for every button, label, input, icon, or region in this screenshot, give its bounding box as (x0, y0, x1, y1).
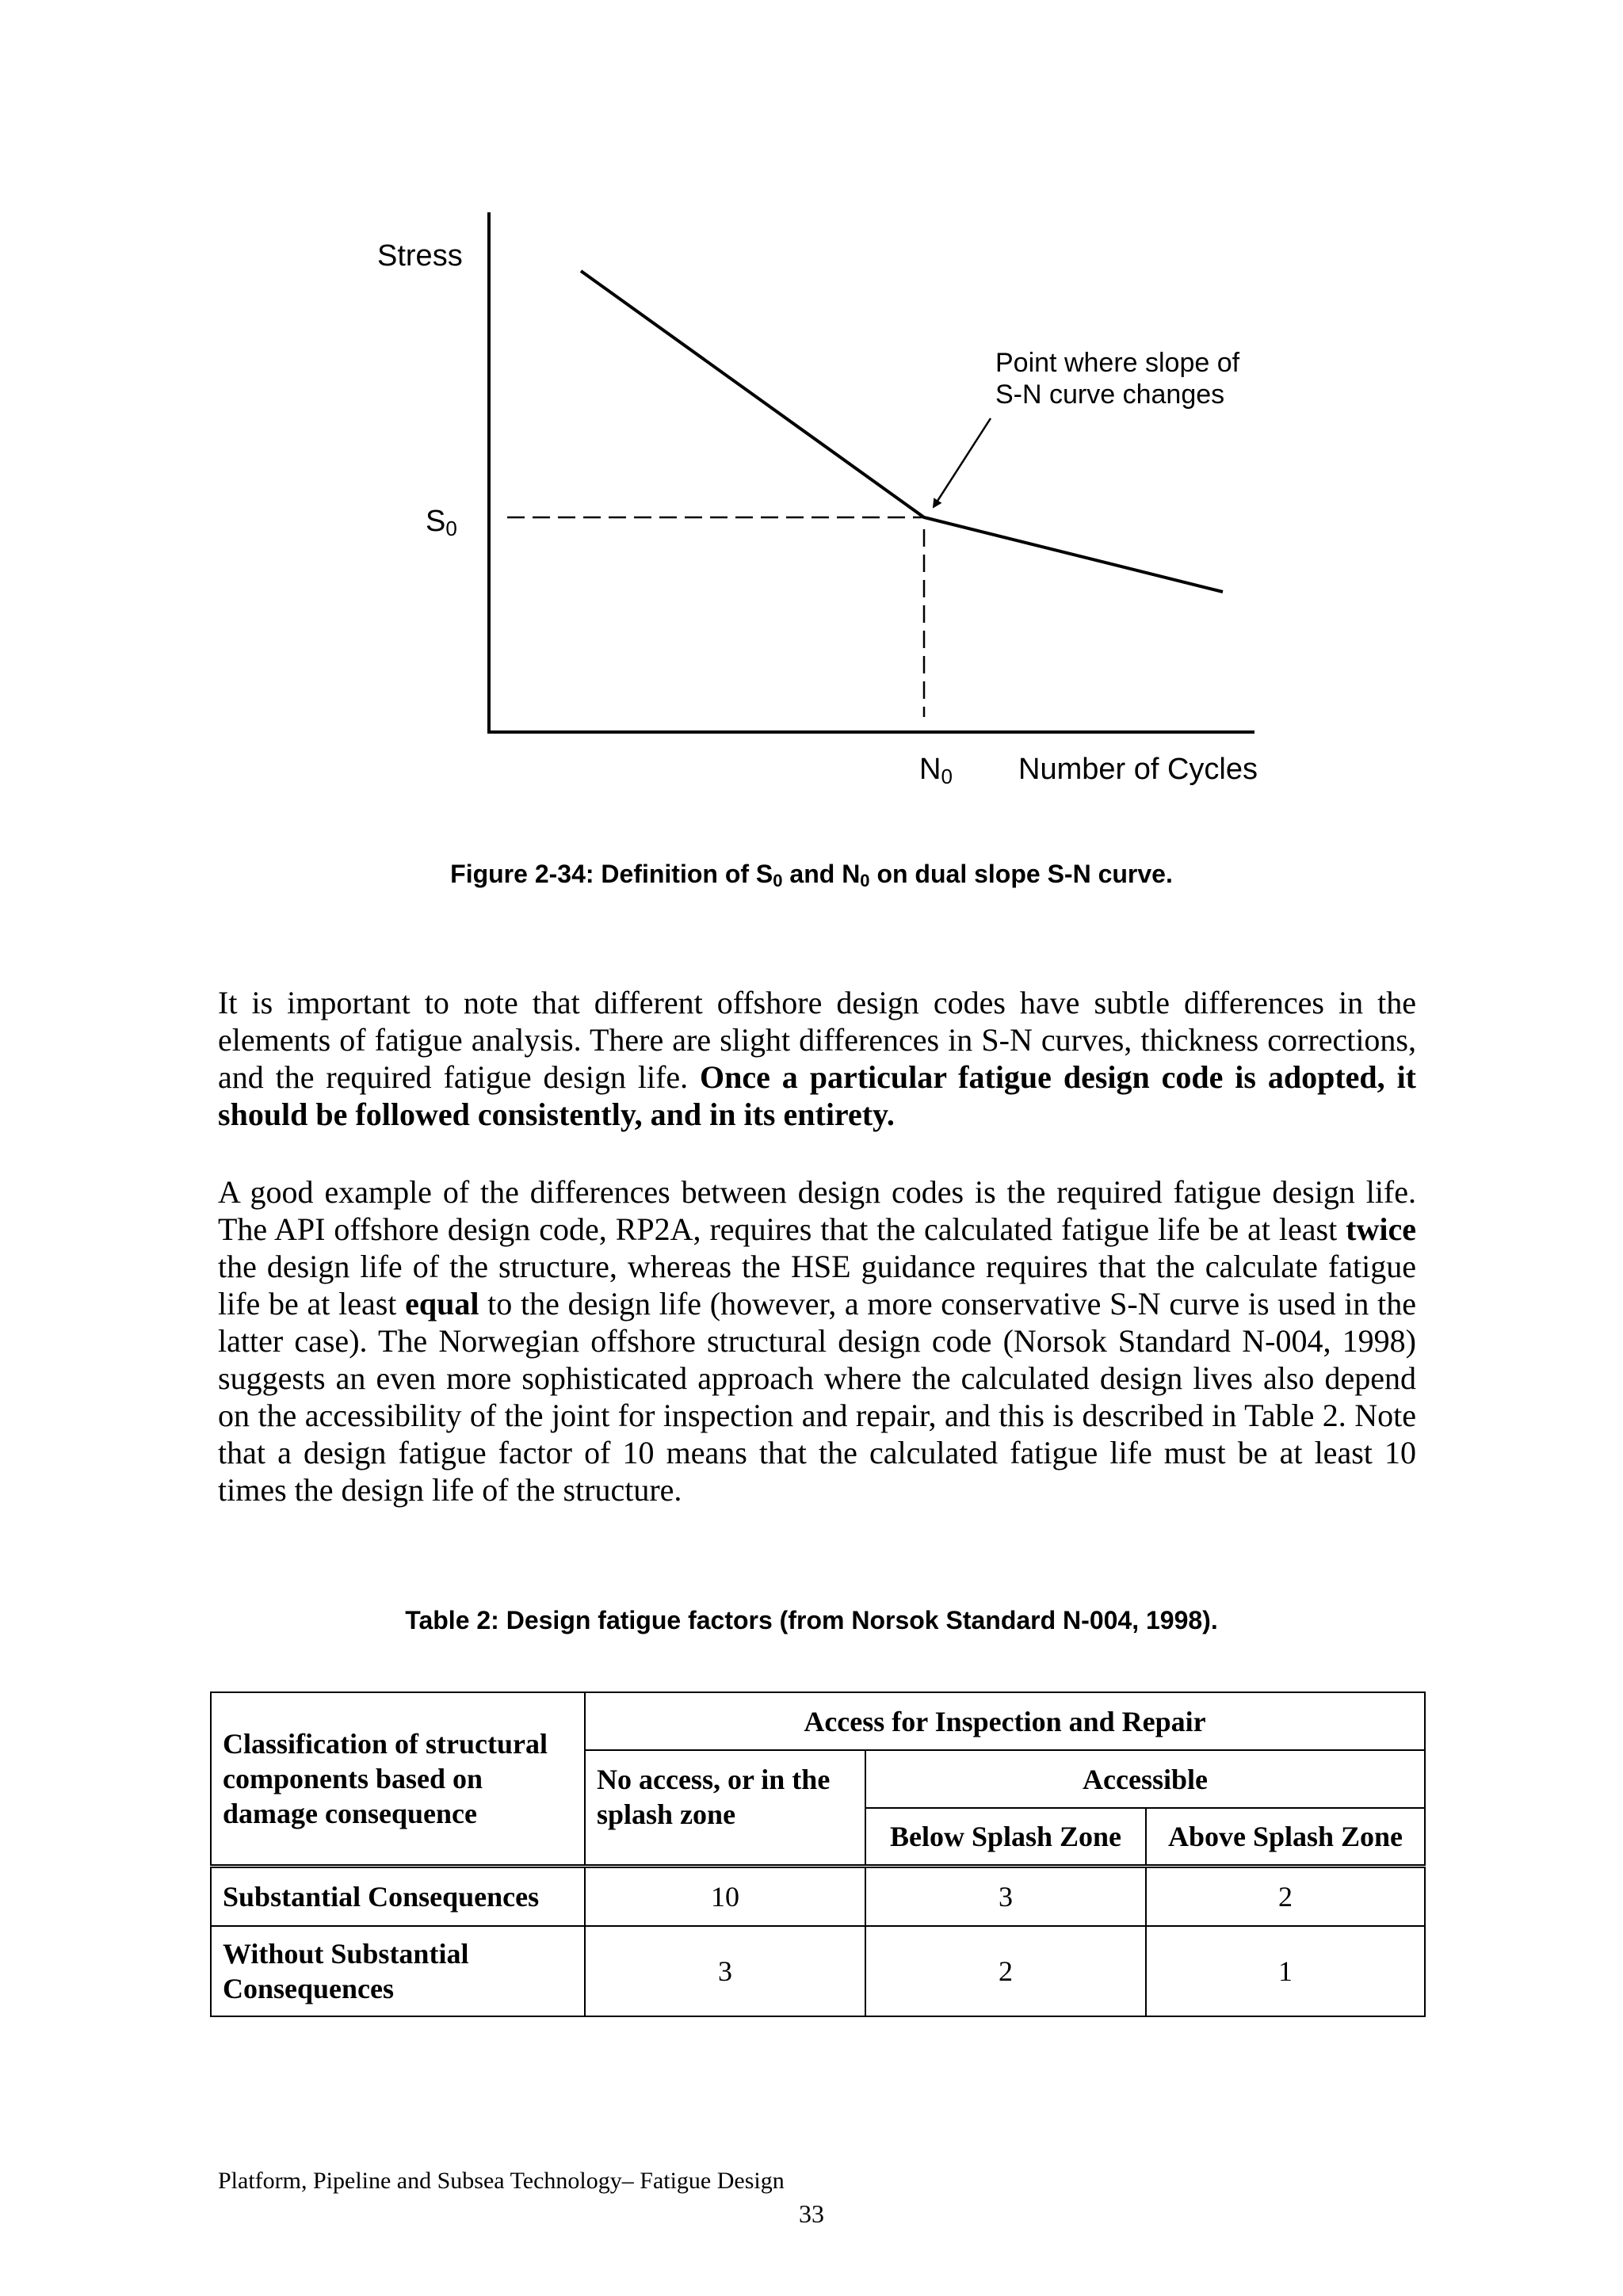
footer-text: Platform, Pipeline and Subsea Technology– Fatigue Design (218, 2168, 785, 2194)
design-fatigue-factors-table (210, 1691, 1426, 2017)
n0-label: N0 (919, 753, 953, 788)
annotation-line-1: Point where slope of (995, 348, 1240, 378)
table-caption: Table 2: Design fatigue factors (from Norsok Standard N-004, 1998). (405, 1606, 1218, 1634)
header-accessible: Accessible (865, 1750, 1425, 1808)
paragraph-1: It is important to note that different offshore design codes have subtle differences in the elements of fatigue analysis. There are slight differences in S-N curves, thickness corrections, and the required fatigue design life. Once a particular fatigue design code is adopted, it should be followed consistently, and in its entirety. (218, 985, 1417, 1132)
cell-no-access: 10 (585, 1866, 865, 1926)
header-above-splash-zone: Above Splash Zone (1146, 1808, 1425, 1866)
figure-caption: Figure 2-34: Definition of $S_0$ and $N_0$ on dual slope S-N curve. (450, 860, 1173, 891)
header-classification: Classification of structural components based on damage consequence (211, 1692, 585, 1866)
annotation-arrow (934, 418, 991, 507)
table-row (211, 1926, 1425, 2016)
row-label: Without Substantial Consequences (211, 1926, 585, 2016)
cell-below-splash: 3 (865, 1866, 1146, 1926)
cell-above-splash: 1 (1146, 1926, 1425, 2016)
sn-curve-line (581, 271, 1223, 592)
row-label: Substantial Consequences (211, 1866, 585, 1926)
cell-below-splash: 2 (865, 1926, 1146, 2016)
header-below-splash-zone: Below Splash Zone (865, 1808, 1146, 1866)
table-row (211, 1866, 1425, 1926)
header-no-access: No access, or in the splash zone (585, 1750, 865, 1866)
sn-curve-figure (0, 0, 1623, 792)
y-axis-label: Stress (377, 239, 463, 273)
paragraph-2: A good example of the differences between design codes is the required fatigue design life. The API offshore design code, RP2A, requires that the calculated fatigue life be at least twice the design life of the structure, whereas the HSE guidance requires that the calculate fatigue life be at least equal to the design life (however, a more conservative S-N curve is used in the latter case). The Norwegian offshore structural design code (Norsok Standard N-004, 1998) suggests an even more sophisticated approach where the calculated design lives also depend on the accessibility of the joint for inspection and repair, and this is described in Table 2. Note that a design fatigue factor of 10 means that the calculated fatigue life must be at least 10 times the design life of the structure. (218, 1174, 1416, 1508)
x-axis-label: Number of Cycles (1018, 753, 1258, 786)
header-access: Access for Inspection and Repair (585, 1692, 1425, 1750)
cell-no-access: 3 (585, 1926, 865, 2016)
annotation-line-2: S-N curve changes (995, 379, 1225, 410)
page-number: 33 (799, 2199, 824, 2228)
s0-label: S0 (426, 505, 457, 540)
cell-above-splash: 2 (1146, 1866, 1425, 1926)
